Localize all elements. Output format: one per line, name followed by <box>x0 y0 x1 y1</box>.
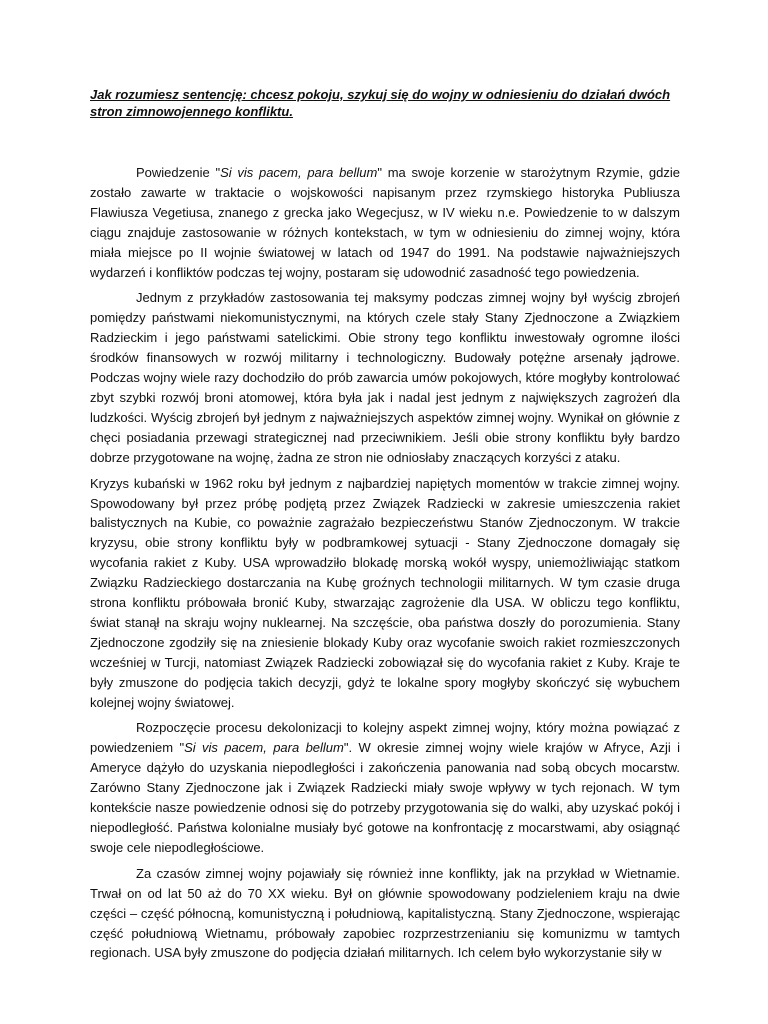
paragraph-1 <box>90 163 680 282</box>
paragraph-1-latin-phrase: Si vis pacem, para bellum <box>220 165 378 180</box>
paragraph-4-text-c: ". W okresie zimnej wojny wiele krajów w Afryce, Azji i Ameryce dążyło do uzyskania niepodległości i zakończenia panowania nad sobą obcych mocarstw. Zarówno Stany Zjednoczone jak i Związek Radziecki miały swoje wpływy w tych rejonach. W tym kontekście nasze powiedzenie odnosi się do potrzeby przygotowania się do walki, aby uzyskać pokój i niepodległość. Państwa kolonialne musiały być gotowe na konfrontację z mocarstwami, aby osiągnąć swoje cele niepodległościowe. <box>90 740 680 855</box>
paragraph-3: Kryzys kubański w 1962 roku był jednym z najbardziej napiętych momentów w trakcie zimnej wojny. Spowodowany był przez próbę podjętą przez Związek Radziecki w zakresie umieszczenia rakiet balistycznych na Kubie, co poważnie zagrażało bezpieczeństwu Stanów Zjednoczonym. W trakcie kryzysu, obie strony konfliktu były w podbramkowej sytuacji - Stany Zjednoczone domagały się wycofania rakiet z Kuby. USA wprowadziło blokadę morską wokół wyspy, uniemożliwiając statkom Związku Radzieckiego dostarczania na Kubę groźnych technologii militarnych. W tym czasie druga strona konfliktu próbowała bronić Kuby, stwarzając zagrożenie dla USA. W obliczu tego konfliktu, świat stanął na skraju wojny nuklearnej. Na szczęście, oba państwa doszły do porozumienia. Stany Zjednoczone zgodziły się na zniesienie blokady Kuby oraz wycofanie swoich rakiet rozmieszczonych wcześniej w Turcji, natomiast Związek Radziecki zobowiązał się do wycofania rakiet z Kuby. Kraje te były zmuszone do podjęcia takich decyzji, gdyż te lokalne spory mogłyby skończyć się wybuchem kolejnej wojny światowej. <box>90 475 680 710</box>
paragraph-1-text-a: Powiedzenie " <box>136 165 221 180</box>
paragraph-2: Jednym z przykładów zastosowania tej maksymy podczas zimnej wojny był wyścig zbrojeń pomiędzy państwami niekomunistycznymi, na których czele stały Stany Zjednoczone a Związkiem Radzieckim i jego państwami satelickimi. Obie strony tego konfliktu inwestowały ogromne ilości środków finansowych w rozwój militarny i technologiczny. Budowały potężne arsenały jądrowe. Podczas wojny wiele razy dochodziło do prób zawarcia umów pokojowych, które mogłyby kontrolować zbyt szybki rozwój broni atomowej, która była jak i nadal jest jednym z największych zagrożeń dla ludzkości. Wyścig zbrojeń był jednym z najważniejszych aspektów zimnej wojny. Wynikał on głównie z chęci posiadania przewagi strategicznej nad przeciwnikiem. Jeśli obie strony konfliktu były bardzo dobrze przygotowane na wojnę, żadna ze stron nie odniosłaby znaczących korzyści z ataku. <box>90 290 680 465</box>
document-page <box>90 86 680 969</box>
paragraph-4 <box>90 718 680 857</box>
paragraph-1-text-c: " ma swoje korzenie w starożytnym Rzymie, gdzie zostało zawarte w traktacie o wojskowości napisanym przez rzymskiego historyka Publiusza Flawiusza Vegetiusa, znanego z grecka jako Wegecjusz, w IV wieku n.e. Powiedzenie to w dalszym ciągu znajduje zastosowanie w różnych kontekstach, w tym w odniesieniu do zimnej wojny, która miała miejsce po II wojnie światowej w latach od 1947 do 1991. Na podstawie najważniejszych wydarzeń i konfliktów podczas tej wojny, postaram się udowodnić zasadność tego powiedzenia. <box>90 165 680 280</box>
document-title: Jak rozumiesz sentencję: chcesz pokoju, szykuj się do wojny w odniesieniu do działań dwóch stron zimnowojennego konfliktu. <box>90 87 671 119</box>
paragraph-4-text-a: Rozpoczęcie procesu dekolonizacji to kolejny aspekt zimnej wojny, który można powiązać z powiedzeniem " <box>90 720 680 756</box>
paragraph-4-latin-phrase: Si vis pacem, para bellum <box>184 740 344 756</box>
paragraph-5: Za czasów zimnej wojny pojawiały się również inne konflikty, jak na przykład w Wietnamie. Trwał on od lat 50 aż do 70 XX wieku. Był on głównie spowodowany podzieleniem kraju na dwie części – część północną, komunistyczną i południową, kapitalistyczną. Stany Zjednoczone, wspierając część południową Wietnamu, próbowały zapobiec rozprzestrzenianiu się komunizmu w tamtych regionach. USA były zmuszone do podjęcia działań militarnych. Ich celem było wykorzystanie siły w <box>90 865 680 961</box>
